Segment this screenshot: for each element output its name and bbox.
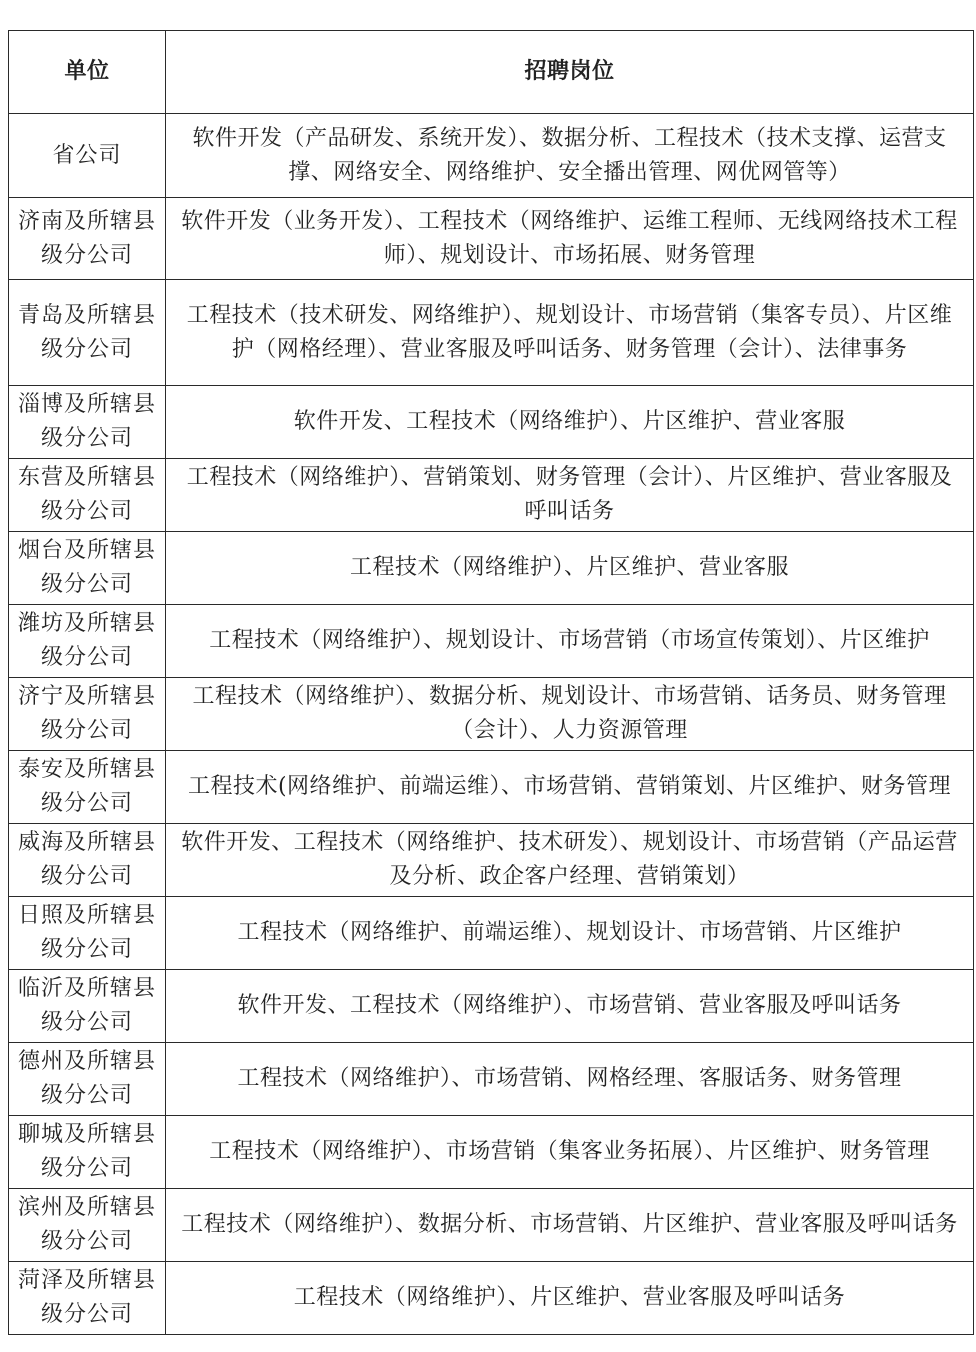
positions-cell: 工程技术（网络维护、前端运维）、规划设计、市场营销、片区维护 [166, 897, 974, 970]
table-row [9, 386, 974, 459]
table-header-row [9, 31, 974, 114]
positions-cell: 工程技术（网络维护）、片区维护、营业客服 [166, 532, 974, 605]
unit-cell: 滨州及所辖县级分公司 [9, 1189, 166, 1262]
unit-cell: 烟台及所辖县级分公司 [9, 532, 166, 605]
positions-cell: 软件开发、工程技术（网络维护）、片区维护、营业客服 [166, 386, 974, 459]
header-unit: 单位 [9, 31, 166, 114]
positions-cell: 工程技术（网络维护）、片区维护、营业客服及呼叫话务 [166, 1262, 974, 1335]
table-row [9, 1189, 974, 1262]
table-row [9, 678, 974, 751]
positions-cell: 工程技术（网络维护）、数据分析、市场营销、片区维护、营业客服及呼叫话务 [166, 1189, 974, 1262]
positions-cell: 工程技术（网络维护）、规划设计、市场营销（市场宣传策划）、片区维护 [166, 605, 974, 678]
positions-cell: 工程技术（网络维护）、市场营销、网格经理、客服话务、财务管理 [166, 1043, 974, 1116]
table-row [9, 605, 974, 678]
table-row [9, 1043, 974, 1116]
recruitment-table-container [8, 30, 973, 1335]
positions-cell: 工程技术（网络维护）、营销策划、财务管理（会计）、片区维护、营业客服及呼叫话务 [166, 459, 974, 532]
unit-cell: 淄博及所辖县级分公司 [9, 386, 166, 459]
table-body [9, 114, 974, 1335]
positions-cell: 软件开发（业务开发）、工程技术（网络维护、运维工程师、无线网络技术工程师）、规划设计、市场拓展、财务管理 [166, 198, 974, 280]
table-row [9, 824, 974, 897]
table-row [9, 970, 974, 1043]
table-row [9, 198, 974, 280]
header-positions: 招聘岗位 [166, 31, 974, 114]
positions-cell: 工程技术（网络维护）、数据分析、规划设计、市场营销、话务员、财务管理（会计）、人力资源管理 [166, 678, 974, 751]
positions-cell: 工程技术(网络维护、前端运维）、市场营销、营销策划、片区维护、财务管理 [166, 751, 974, 824]
unit-cell: 聊城及所辖县级分公司 [9, 1116, 166, 1189]
unit-cell: 德州及所辖县级分公司 [9, 1043, 166, 1116]
unit-cell: 威海及所辖县级分公司 [9, 824, 166, 897]
positions-cell: 工程技术（网络维护）、市场营销（集客业务拓展）、片区维护、财务管理 [166, 1116, 974, 1189]
positions-cell: 软件开发、工程技术（网络维护）、市场营销、营业客服及呼叫话务 [166, 970, 974, 1043]
unit-cell: 泰安及所辖县级分公司 [9, 751, 166, 824]
table-row [9, 751, 974, 824]
unit-cell: 东营及所辖县级分公司 [9, 459, 166, 532]
table-row [9, 1262, 974, 1335]
positions-cell: 软件开发、工程技术（网络维护、技术研发）、规划设计、市场营销（产品运营及分析、政企客户经理、营销策划） [166, 824, 974, 897]
unit-cell: 潍坊及所辖县级分公司 [9, 605, 166, 678]
positions-cell: 软件开发（产品研发、系统开发）、数据分析、工程技术（技术支撑、运营支撑、网络安全、网络维护、安全播出管理、网优网管等） [166, 114, 974, 198]
unit-cell: 省公司 [9, 114, 166, 198]
table-row [9, 114, 974, 198]
table-row [9, 1116, 974, 1189]
unit-cell: 青岛及所辖县级分公司 [9, 280, 166, 386]
recruitment-table [8, 30, 974, 1335]
table-row [9, 897, 974, 970]
positions-cell: 工程技术（技术研发、网络维护）、规划设计、市场营销（集客专员）、片区维护（网格经理）、营业客服及呼叫话务、财务管理（会计）、法律事务 [166, 280, 974, 386]
unit-cell: 济南及所辖县级分公司 [9, 198, 166, 280]
table-row [9, 459, 974, 532]
unit-cell: 济宁及所辖县级分公司 [9, 678, 166, 751]
table-row [9, 532, 974, 605]
unit-cell: 日照及所辖县级分公司 [9, 897, 166, 970]
table-row [9, 280, 974, 386]
unit-cell: 菏泽及所辖县级分公司 [9, 1262, 166, 1335]
unit-cell: 临沂及所辖县级分公司 [9, 970, 166, 1043]
